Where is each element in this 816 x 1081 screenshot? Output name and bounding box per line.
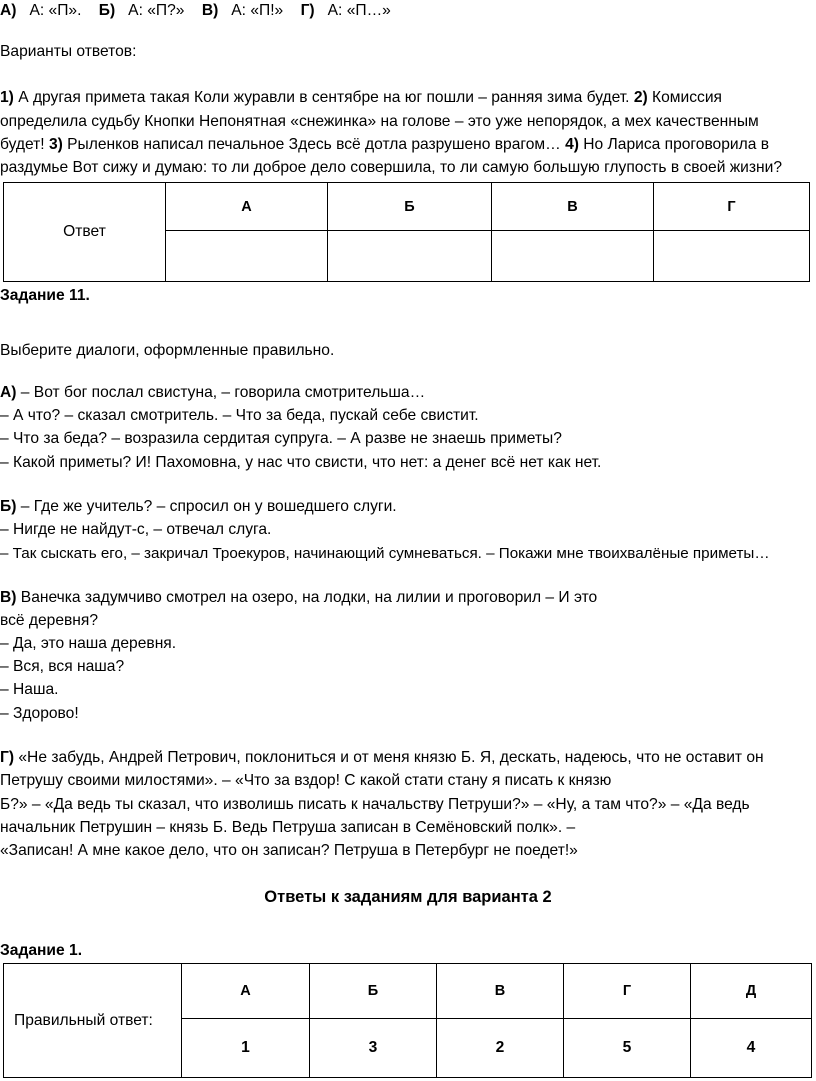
variant-text: Но Лариса проговорила в bbox=[578, 136, 770, 153]
answer-table-header: Г bbox=[654, 183, 810, 231]
task1-value: 4 bbox=[691, 1019, 812, 1078]
answer-cell[interactable] bbox=[166, 231, 328, 282]
option-g-letter: Г) bbox=[300, 2, 315, 19]
task1-header: Д bbox=[691, 964, 812, 1019]
variant-text: Рыленков написал печальное Здесь всё дотла разрушено врагом… bbox=[62, 136, 566, 153]
answer-table-label: Ответ bbox=[4, 183, 166, 282]
answer-table-header: Б bbox=[328, 183, 492, 231]
answer-cell[interactable] bbox=[492, 231, 654, 282]
task1-header: В bbox=[437, 964, 564, 1019]
dialog-text: – Вот бог послал свистуна, – говорила смотрительша… bbox=[16, 384, 426, 401]
dialog-text: «Не забудь, Андрей Петрович, поклониться и от меня князю Б. Я, дескать, надеюсь, что не оставит он bbox=[14, 749, 764, 766]
dialog-v-letter: В) bbox=[0, 589, 17, 606]
task1-answer-table bbox=[3, 963, 812, 1078]
dialog-g-line: Б?» – «Да ведь ты сказал, что изволишь писать к начальству Петруши?» – «Ну, а там что?» – «Да ведь bbox=[0, 796, 750, 813]
answers-heading: Ответы к заданиям для варианта 2 bbox=[264, 888, 552, 906]
task1-value: 5 bbox=[564, 1019, 691, 1078]
option-b-letter: Б) bbox=[98, 2, 116, 19]
variant-line bbox=[0, 157, 782, 179]
variant-line bbox=[0, 111, 759, 133]
variant-number: 4) bbox=[565, 136, 579, 153]
variant-text: Комиссия bbox=[647, 89, 722, 106]
variant-line bbox=[0, 134, 769, 156]
dialog-g-line: начальник Петрушин – князь Б. Ведь Петруша записан в Семёновский полк». – bbox=[0, 819, 576, 836]
option-a-letter: А) bbox=[0, 2, 17, 19]
task1-value: 2 bbox=[437, 1019, 564, 1078]
dialog-g-line: Петрушу своими милостями». – «Что за вздор! С какой стати стану я писать к князю bbox=[0, 772, 612, 789]
variant-number: 1) bbox=[0, 89, 14, 106]
option-b-text: А: «П?» bbox=[128, 2, 185, 19]
option-a-text: А: «П». bbox=[29, 2, 82, 19]
option-v-letter: В) bbox=[201, 2, 219, 19]
answer-cell[interactable] bbox=[654, 231, 810, 282]
variant-text: А другая примета такая Коли журавли в сентябре на юг пошли – ранняя зима будет. bbox=[13, 89, 634, 106]
option-v-text: А: «П!» bbox=[231, 2, 284, 19]
variant-text: раздумье Вот сижу и думаю: то ли доброе дело совершила, то ли самую большую глупость в своей жизни? bbox=[0, 159, 783, 176]
dialog-b-line: – Нигде не найдут-с, – отвечал слуга. bbox=[0, 521, 272, 538]
dialog-v-line: – Вся, вся наша? bbox=[0, 658, 125, 675]
answer-table-header: В bbox=[492, 183, 654, 231]
dialog-text: – Где же учитель? – спросил он у вошедшего слуги. bbox=[16, 498, 397, 515]
variants-title: Варианты ответов: bbox=[0, 43, 137, 60]
dialog-b-line bbox=[0, 496, 397, 518]
dialog-g-line: «Записан! А мне какое дело, что он записан? Петруша в Петербург не поедет!» bbox=[0, 842, 578, 859]
task1-header: Б bbox=[310, 964, 437, 1019]
task1-title: Задание 1. bbox=[0, 942, 83, 959]
dialog-text: Ванечка задумчиво смотрел на озеро, на лодки, на лилии и проговорил – И это bbox=[16, 589, 598, 606]
task11-title: Задание 11. bbox=[0, 287, 90, 304]
task1-value: 3 bbox=[310, 1019, 437, 1078]
dialog-a-letter: А) bbox=[0, 384, 17, 401]
variant-number: 2) bbox=[633, 89, 648, 106]
variant-text: будет! bbox=[0, 136, 49, 153]
dialog-v-line: – Да, это наша деревня. bbox=[0, 635, 177, 652]
answer-cell[interactable] bbox=[328, 231, 492, 282]
task1-header: Г bbox=[564, 964, 691, 1019]
dialog-v-line bbox=[0, 587, 597, 609]
dialog-v-line: – Наша. bbox=[0, 681, 59, 698]
variant-line bbox=[0, 87, 722, 109]
dialog-b-line: – Так сыскать его, – закричал Троекуров, начинающий сумневаться. – Покажи мне твоихвалёные приметы… bbox=[0, 545, 770, 562]
task10-options-row bbox=[0, 0, 391, 22]
dialog-a-line: – А что? – сказал смотритель. – Что за беда, пускай себе свистит. bbox=[0, 407, 479, 424]
dialog-a-line: – Что за беда? – возразила сердитая супруга. – А разве не знаешь приметы? bbox=[0, 430, 562, 447]
dialog-v-line: всё деревня? bbox=[0, 612, 99, 629]
task1-value: 1 bbox=[182, 1019, 310, 1078]
task1-label: Правильный ответ: bbox=[4, 964, 182, 1078]
task11-instruction: Выберите диалоги, оформленные правильно. bbox=[0, 342, 335, 359]
answer-table-header: А bbox=[166, 183, 328, 231]
variant-text: определила судьбу Кнопки Непонятная «снежинка» на голове – это уже непорядок, а мех качественным bbox=[0, 113, 759, 130]
dialog-g-line bbox=[0, 747, 764, 769]
variant-number: 3) bbox=[48, 136, 63, 153]
task1-header: А bbox=[182, 964, 310, 1019]
dialog-v-line: – Здорово! bbox=[0, 705, 79, 722]
dialog-a-line bbox=[0, 382, 425, 404]
dialog-a-line: – Какой приметы? И! Пахомовна, у нас что свисти, что нет: а денег всё нет как нет. bbox=[0, 454, 602, 471]
option-g-text: А: «П…» bbox=[327, 2, 391, 19]
answer-table bbox=[3, 182, 810, 282]
dialog-b-letter: Б) bbox=[0, 498, 17, 515]
dialog-g-letter: Г) bbox=[0, 749, 15, 766]
